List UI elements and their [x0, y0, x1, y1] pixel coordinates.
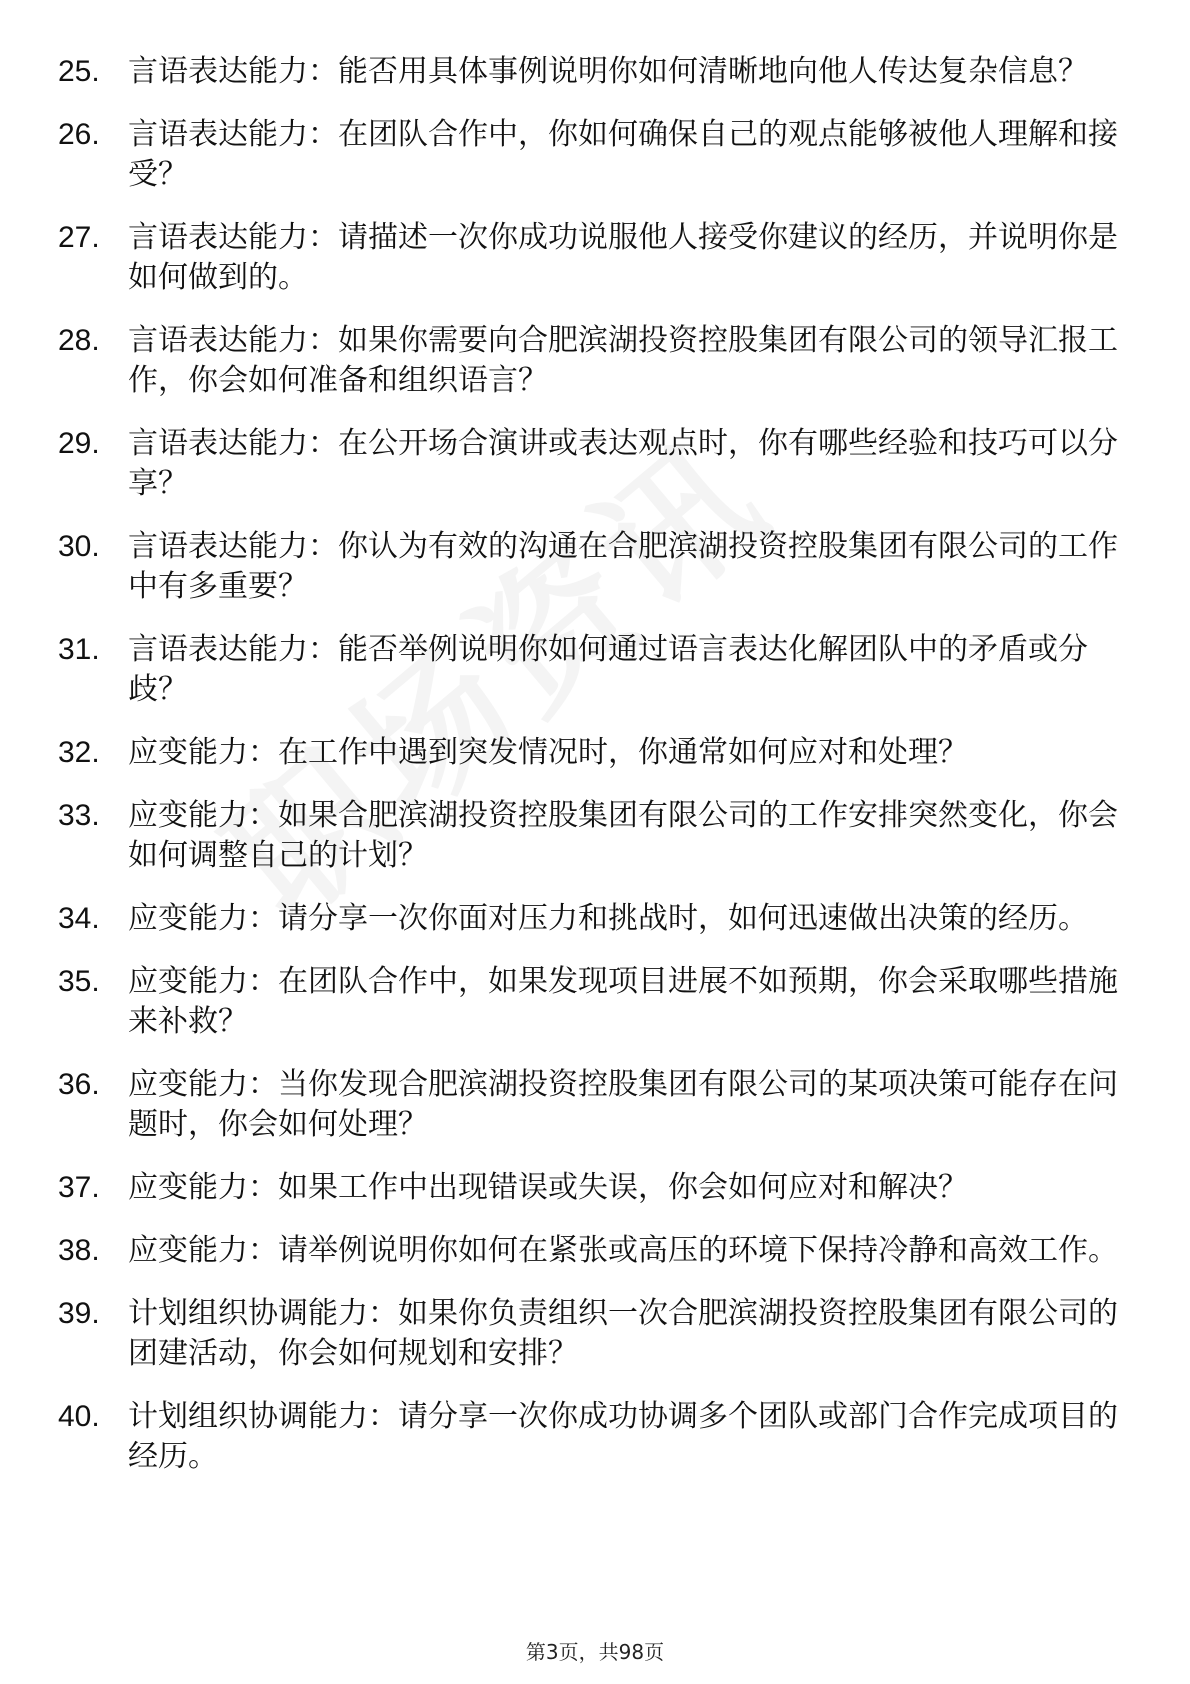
- question-text: 言语表达能力：如果你需要向合肥滨湖投资控股集团有限公司的领导汇报工作，你会如何准备和组织语言？: [128, 323, 1118, 398]
- question-text: 计划组织协调能力：如果你负责组织一次合肥滨湖投资控股集团有限公司的团建活动，你会如何规划和安排？: [128, 1296, 1118, 1371]
- question-number: 27.: [58, 221, 100, 254]
- question-number: 28.: [58, 324, 100, 357]
- list-item: [58, 962, 1118, 1042]
- list-item: [58, 527, 1118, 607]
- question-text: 言语表达能力：在团队合作中，你如何确保自己的观点能够被他人理解和接受？: [128, 117, 1118, 192]
- list-item: [58, 1231, 1118, 1271]
- question-number: 34.: [58, 902, 100, 935]
- question-number: 40.: [58, 1400, 100, 1433]
- question-number: 32.: [58, 736, 100, 769]
- list-item: [58, 424, 1118, 504]
- question-list: [58, 52, 1118, 1500]
- question-number: 29.: [58, 427, 100, 460]
- question-number: 33.: [58, 799, 100, 832]
- question-number: 38.: [58, 1234, 100, 1267]
- list-item: [58, 899, 1118, 939]
- question-text: 应变能力：如果工作中出现错误或失误，你会如何应对和解决？: [128, 1170, 968, 1205]
- list-item: [58, 1397, 1118, 1477]
- question-number: 36.: [58, 1068, 100, 1101]
- question-text: 应变能力：在团队合作中，如果发现项目进展不如预期，你会采取哪些措施来补救？: [128, 964, 1118, 1039]
- question-number: 39.: [58, 1297, 100, 1330]
- question-text: 应变能力：当你发现合肥滨湖投资控股集团有限公司的某项决策可能存在问题时，你会如何处理？: [128, 1067, 1118, 1142]
- question-text: 言语表达能力：请描述一次你成功说服他人接受你建议的经历，并说明你是如何做到的。: [128, 220, 1118, 295]
- question-text: 计划组织协调能力：请分享一次你成功协调多个团队或部门合作完成项目的经历。: [128, 1399, 1118, 1474]
- list-item: [58, 321, 1118, 401]
- page-footer: 第3页，共98页: [525, 1640, 665, 1664]
- question-text: 言语表达能力：能否用具体事例说明你如何清晰地向他人传达复杂信息？: [128, 54, 1088, 89]
- list-item: [58, 630, 1118, 710]
- list-item: [58, 1168, 1118, 1208]
- question-text: 言语表达能力：你认为有效的沟通在合肥滨湖投资控股集团有限公司的工作中有多重要？: [128, 529, 1118, 604]
- list-item: [58, 218, 1118, 298]
- question-number: 35.: [58, 965, 100, 998]
- list-item: [58, 115, 1118, 195]
- question-text: 应变能力：请举例说明你如何在紧张或高压的环境下保持冷静和高效工作。: [128, 1233, 1118, 1268]
- question-text: 言语表达能力：在公开场合演讲或表达观点时，你有哪些经验和技巧可以分享？: [128, 426, 1118, 501]
- question-text: 应变能力：如果合肥滨湖投资控股集团有限公司的工作安排突然变化，你会如何调整自己的计划？: [128, 798, 1118, 873]
- question-number: 26.: [58, 118, 100, 151]
- list-item: [58, 1065, 1118, 1145]
- question-number: 31.: [58, 633, 100, 666]
- list-item: [58, 52, 1118, 92]
- question-number: 30.: [58, 530, 100, 563]
- question-number: 25.: [58, 55, 100, 88]
- question-number: 37.: [58, 1171, 100, 1204]
- question-text: 应变能力：请分享一次你面对压力和挑战时，如何迅速做出决策的经历。: [128, 901, 1088, 936]
- list-item: [58, 733, 1118, 773]
- list-item: [58, 1294, 1118, 1374]
- list-item: [58, 796, 1118, 876]
- question-text: 言语表达能力：能否举例说明你如何通过语言表达化解团队中的矛盾或分歧？: [128, 632, 1088, 707]
- question-text: 应变能力：在工作中遇到突发情况时，你通常如何应对和处理？: [128, 735, 968, 770]
